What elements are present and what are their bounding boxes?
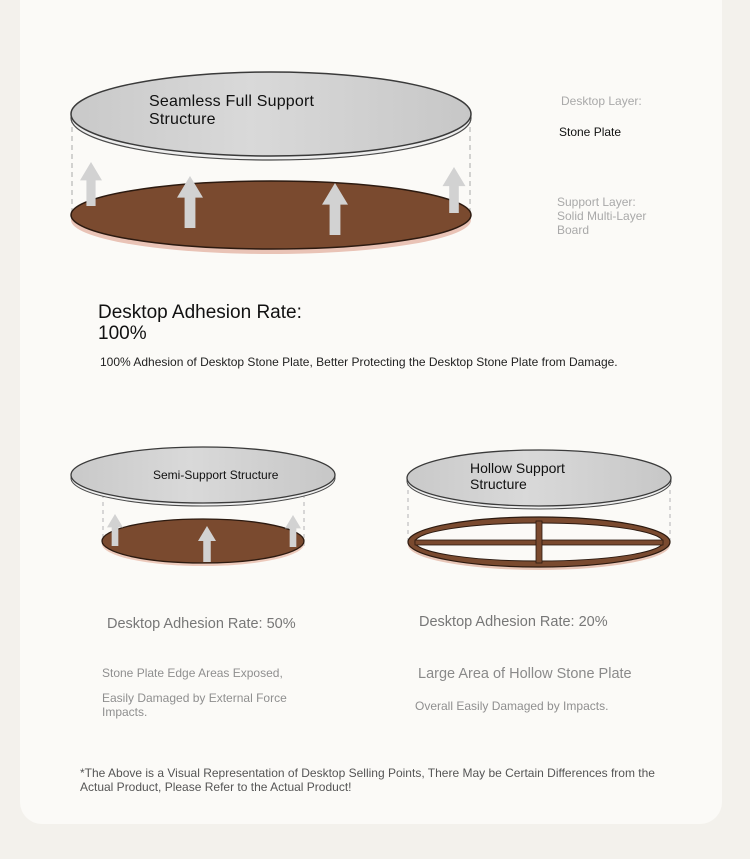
full-support-description: 100% Adhesion of Desktop Stone Plate, Better Protecting the Desktop Stone Plate from Damage. xyxy=(100,355,618,369)
full-support-title xyxy=(149,93,314,129)
hollow-adhesion-rate: Desktop Adhesion Rate: 20% xyxy=(419,614,608,630)
hollow-desc-line1: Large Area of Hollow Stone Plate xyxy=(418,666,632,682)
semi-desc-line1: Stone Plate Edge Areas Exposed, xyxy=(102,666,283,680)
support-layer-line3: Board xyxy=(557,223,590,237)
hollow-desc-line2: Overall Easily Damaged by Impacts. xyxy=(415,699,609,713)
full-support-title-line1: Seamless Full Support xyxy=(149,93,315,110)
semi-desc-line3: Impacts. xyxy=(102,705,148,719)
desktop-layer-label: Desktop Layer: xyxy=(561,94,642,108)
wood-board xyxy=(71,181,471,254)
full-support-title-line2: Structure xyxy=(149,111,216,128)
hollow-support-title xyxy=(470,460,565,492)
support-layer-label xyxy=(557,195,646,237)
semi-desc-line2: Easily Damaged by External Force xyxy=(102,691,287,705)
semi-support-illustration xyxy=(71,447,335,566)
support-layer-line1: Support Layer: xyxy=(557,195,636,209)
support-layer-line2: Solid Multi-Layer xyxy=(557,209,647,223)
full-adhesion-rate-line1: Desktop Adhesion Rate: xyxy=(98,302,302,323)
full-adhesion-rate xyxy=(98,302,302,344)
stone-plate-label: Stone Plate xyxy=(559,125,622,139)
full-adhesion-rate-line2: 100% xyxy=(98,323,147,344)
footnote-line1: *The Above is a Visual Representation of Desktop Selling Points, There May be Certain Differences from the xyxy=(80,766,655,780)
footnote xyxy=(80,766,655,794)
semi-adhesion-rate: Desktop Adhesion Rate: 50% xyxy=(107,616,296,632)
hollow-title-line2: Structure xyxy=(470,476,527,492)
semi-desc-block xyxy=(102,691,287,719)
footnote-line2: Actual Product, Please Refer to the Actual Product! xyxy=(80,780,352,794)
semi-support-title: Semi-Support Structure xyxy=(153,468,279,482)
hollow-title-line1: Hollow Support xyxy=(470,460,565,476)
